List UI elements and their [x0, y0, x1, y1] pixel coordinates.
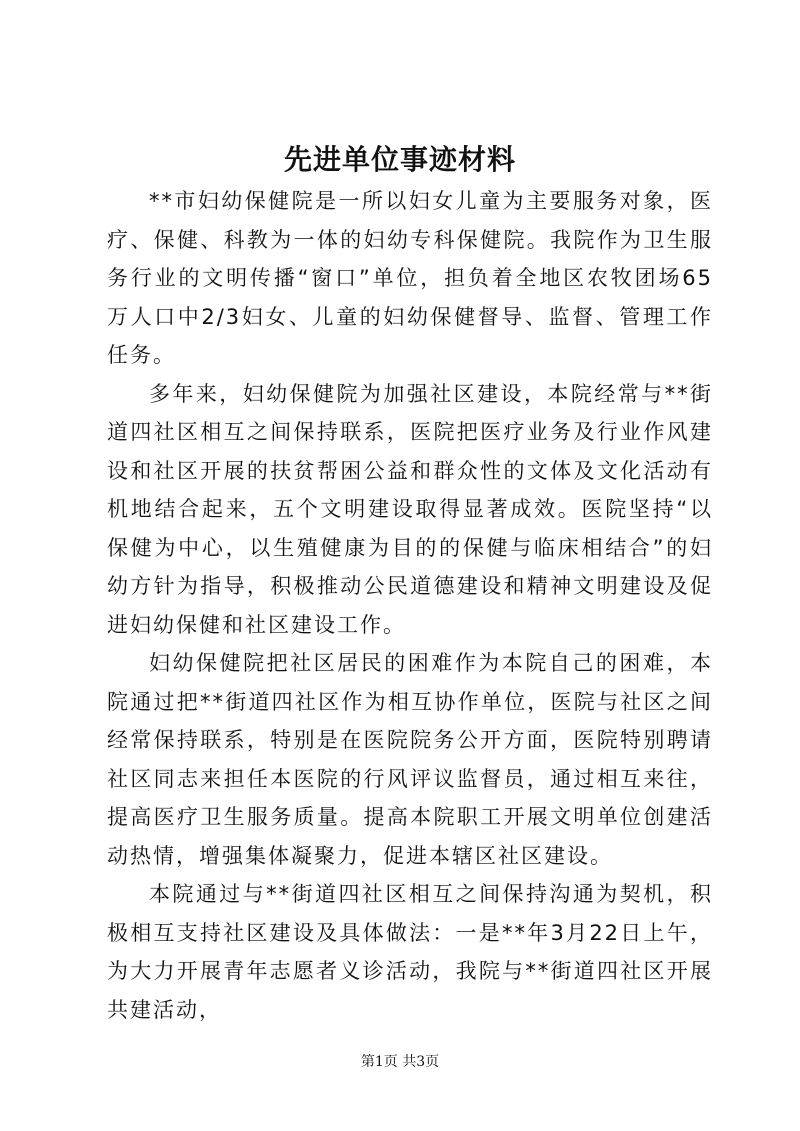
paragraph-2: 多年来，妇幼保健院为加强社区建设，本院经常与**街道四社区相互之间保持联系，医院把医疗业务及行业作风建设和社区开展的扶贫帮困公益和群众性的文体及文化活动有机地结合起来，五个文明建设取得显著成效。医院坚持“以保健为中心，以生殖健康为目的的保健与临床相结合”的妇幼方针为指导，积极推动公民道德建设和精神文明建设及促进妇幼保健和社区建设工作。 — [107, 381, 713, 637]
paragraph-3: 妇幼保健院把社区居民的困难作为本院自己的困难，本院通过把**街道四社区作为相互协作单位，医院与社区之间经常保持联系，特别是在医院院务公开方面，医院特别聘请社区同志来担任本医院的行风评议监督员，通过相互来往，提高医疗卫生服务质量。提高本院职工开展文明单位创建活动热情，增强集体凝聚力，促进本辖区社区建设。 — [107, 651, 713, 868]
document-title: 先进单位事迹材料 — [283, 143, 516, 176]
paragraph-4: 本院通过与**街道四社区相互之间保持沟通为契机，积极相互支持社区建设及具体做法：一是**年3月22日上午，为大力开展青年志愿者义诊活动，我院与**街道四社区开展共建活动， — [107, 882, 713, 1022]
paragraph-1: **市妇幼保健院是一所以妇女儿童为主要服务对象，医疗、保健、科教为一体的妇幼专科保健院。我院作为卫生服务行业的文明传播“窗口”单位，担负着全地区农牧团场65万人口中2/3妇女、儿童的妇幼保健督导、监督、管理工作任务。 — [107, 189, 713, 367]
page-number: 第1页 共3页 — [360, 1054, 440, 1070]
document-body — [107, 182, 713, 1029]
